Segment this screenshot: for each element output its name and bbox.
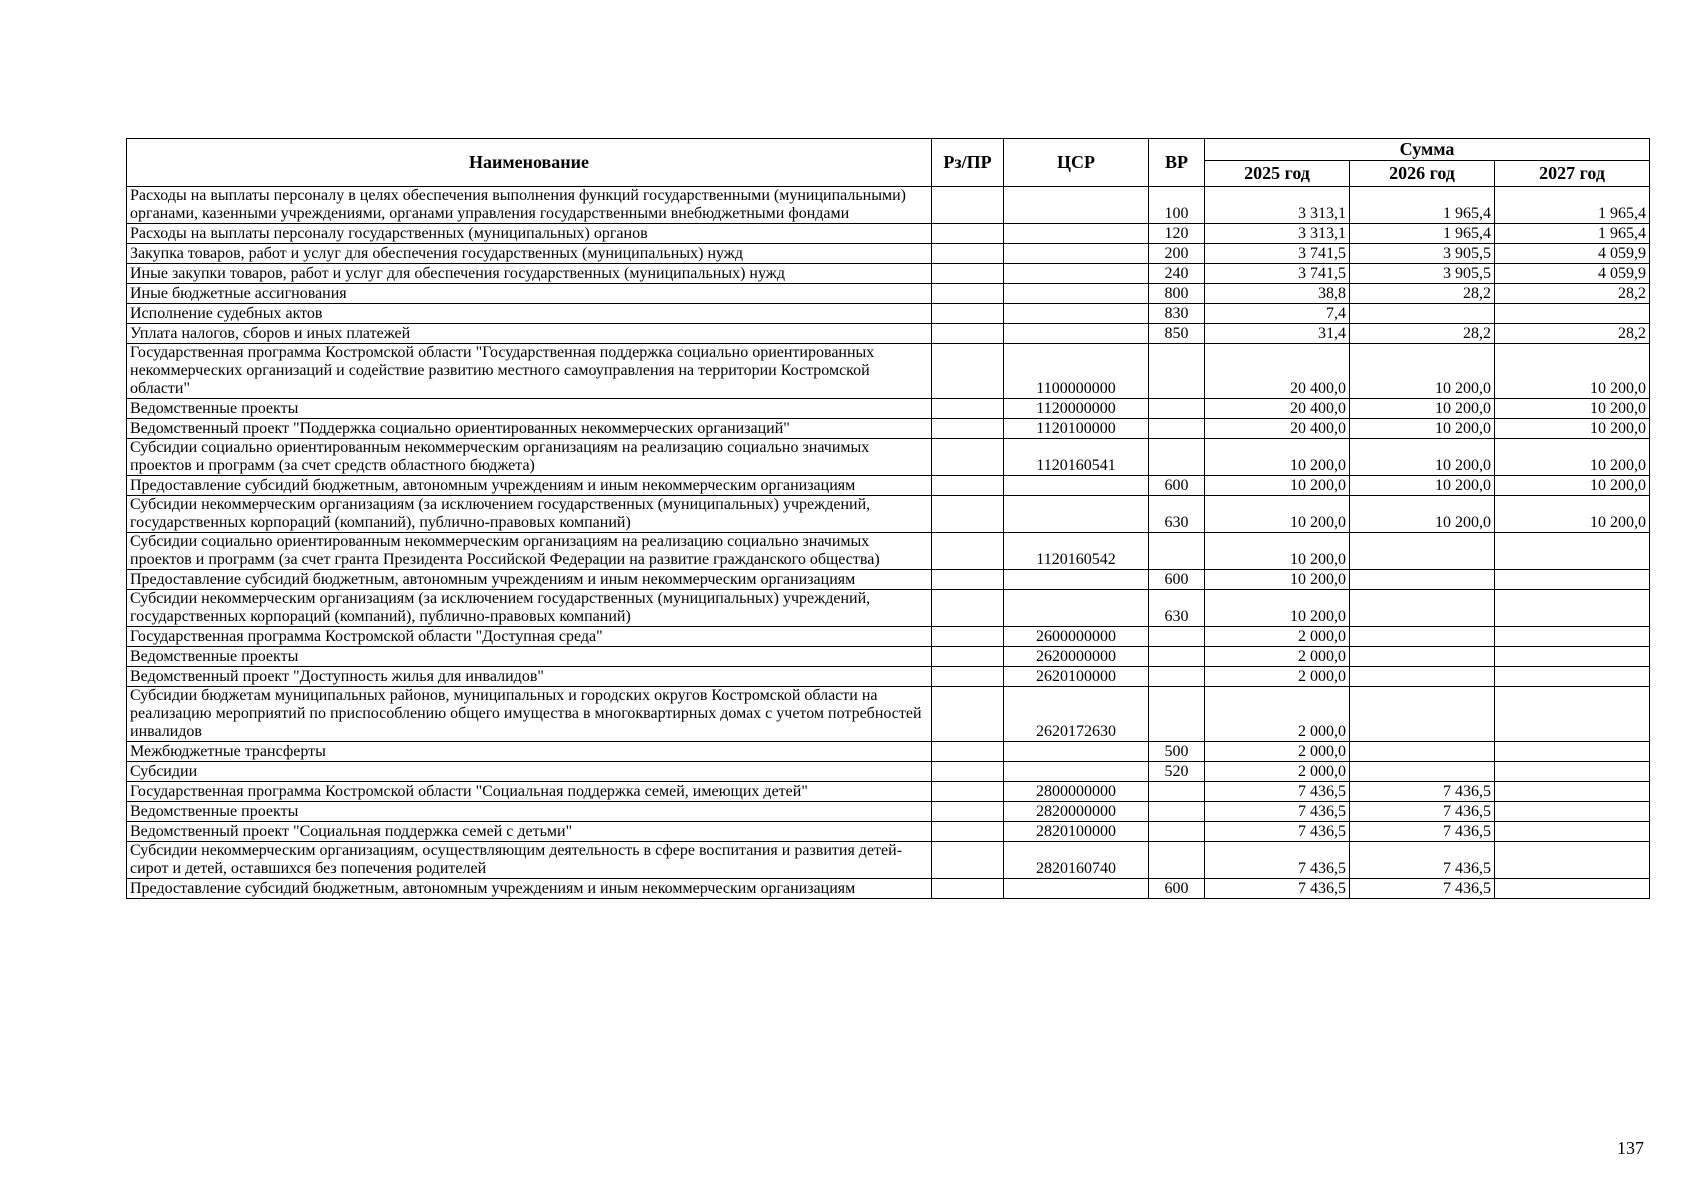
cell-name: Иные бюджетные ассигнования <box>127 284 932 304</box>
cell-vr <box>1149 842 1205 879</box>
cell-amount-2026 <box>1350 762 1495 782</box>
cell-vr <box>1149 399 1205 419</box>
table-row <box>127 667 1650 687</box>
table-row <box>127 627 1650 647</box>
cell-rzpr <box>932 344 1004 399</box>
cell-rzpr <box>932 782 1004 802</box>
cell-name: Субсидии бюджетам муниципальных районов, муниципальных и городских округов Костромской области на реализацию мероприятий по приспособлению общего имущества в многоквартирных домах с учетом потребностей инвалидов <box>127 687 932 742</box>
cell-name: Предоставление субсидий бюджетным, автономным учреждениям и иным некоммерческим организациям <box>127 879 932 899</box>
header-year-2027: 2027 год <box>1495 161 1650 187</box>
cell-rzpr <box>932 324 1004 344</box>
header-rzpr: Рз/ПР <box>932 139 1004 187</box>
cell-rzpr <box>932 224 1004 244</box>
table-row <box>127 399 1650 419</box>
cell-amount-2025: 2 000,0 <box>1205 627 1350 647</box>
cell-amount-2027: 28,2 <box>1495 324 1650 344</box>
cell-csr <box>1004 570 1149 590</box>
cell-amount-2026: 10 200,0 <box>1350 344 1495 399</box>
table-row <box>127 476 1650 496</box>
cell-amount-2025: 7 436,5 <box>1205 879 1350 899</box>
cell-vr: 850 <box>1149 324 1205 344</box>
cell-vr: 630 <box>1149 496 1205 533</box>
table-row <box>127 264 1650 284</box>
cell-amount-2026 <box>1350 627 1495 647</box>
header-csr: ЦСР <box>1004 139 1149 187</box>
cell-amount-2027 <box>1495 879 1650 899</box>
table-row <box>127 822 1650 842</box>
cell-vr: 600 <box>1149 476 1205 496</box>
cell-rzpr <box>932 533 1004 570</box>
cell-csr <box>1004 762 1149 782</box>
cell-amount-2025: 3 741,5 <box>1205 264 1350 284</box>
cell-csr <box>1004 879 1149 899</box>
cell-vr: 100 <box>1149 187 1205 224</box>
cell-amount-2025: 3 313,1 <box>1205 187 1350 224</box>
cell-csr: 2620000000 <box>1004 647 1149 667</box>
cell-vr: 240 <box>1149 264 1205 284</box>
cell-csr: 1100000000 <box>1004 344 1149 399</box>
table-row <box>127 762 1650 782</box>
cell-amount-2025: 10 200,0 <box>1205 533 1350 570</box>
cell-rzpr <box>932 476 1004 496</box>
cell-amount-2025: 10 200,0 <box>1205 476 1350 496</box>
cell-amount-2025: 20 400,0 <box>1205 344 1350 399</box>
cell-csr <box>1004 284 1149 304</box>
cell-name: Закупка товаров, работ и услуг для обеспечения государственных (муниципальных) нужд <box>127 244 932 264</box>
budget-table-container <box>126 138 1649 899</box>
cell-csr: 2600000000 <box>1004 627 1149 647</box>
table-row <box>127 842 1650 879</box>
cell-name: Государственная программа Костромской области "Доступная среда" <box>127 627 932 647</box>
cell-amount-2026: 7 436,5 <box>1350 822 1495 842</box>
cell-csr: 2620100000 <box>1004 667 1149 687</box>
cell-csr <box>1004 324 1149 344</box>
cell-amount-2027 <box>1495 590 1650 627</box>
cell-rzpr <box>932 667 1004 687</box>
cell-amount-2027: 4 059,9 <box>1495 264 1650 284</box>
cell-rzpr <box>932 802 1004 822</box>
table-row <box>127 187 1650 224</box>
cell-amount-2027 <box>1495 647 1650 667</box>
cell-amount-2025: 20 400,0 <box>1205 399 1350 419</box>
cell-name: Исполнение судебных актов <box>127 304 932 324</box>
cell-amount-2026: 7 436,5 <box>1350 842 1495 879</box>
cell-amount-2026: 7 436,5 <box>1350 879 1495 899</box>
table-row <box>127 496 1650 533</box>
header-sum: Сумма <box>1205 139 1650 161</box>
cell-vr <box>1149 533 1205 570</box>
cell-name: Субсидии социально ориентированным некоммерческим организациям на реализацию социально значимых проектов и программ (за счет средств областного бюджета) <box>127 439 932 476</box>
header-year-2025: 2025 год <box>1205 161 1350 187</box>
cell-amount-2026 <box>1350 533 1495 570</box>
cell-amount-2027 <box>1495 802 1650 822</box>
cell-name: Расходы на выплаты персоналу в целях обеспечения выполнения функций государственными (муниципальными) органами, казенными учреждениями, органами управления государственными внебюджетными фондами <box>127 187 932 224</box>
cell-amount-2025: 38,8 <box>1205 284 1350 304</box>
cell-amount-2027 <box>1495 304 1650 324</box>
cell-amount-2025: 31,4 <box>1205 324 1350 344</box>
cell-vr: 600 <box>1149 879 1205 899</box>
cell-vr: 200 <box>1149 244 1205 264</box>
cell-csr <box>1004 264 1149 284</box>
cell-amount-2025: 2 000,0 <box>1205 762 1350 782</box>
cell-rzpr <box>932 399 1004 419</box>
cell-rzpr <box>932 742 1004 762</box>
cell-vr <box>1149 822 1205 842</box>
cell-name: Ведомственный проект "Поддержка социально ориентированных некоммерческих организаций" <box>127 419 932 439</box>
cell-name: Субсидии некоммерческим организациям, осуществляющим деятельность в сфере воспитания и развития детей-сирот и детей, оставшихся без попечения родителей <box>127 842 932 879</box>
cell-amount-2026 <box>1350 647 1495 667</box>
cell-amount-2025: 2 000,0 <box>1205 742 1350 762</box>
cell-amount-2025: 7 436,5 <box>1205 782 1350 802</box>
cell-vr <box>1149 627 1205 647</box>
table-row <box>127 533 1650 570</box>
table-row <box>127 284 1650 304</box>
cell-rzpr <box>932 647 1004 667</box>
cell-amount-2027 <box>1495 627 1650 647</box>
cell-name: Ведомственный проект "Доступность жилья для инвалидов" <box>127 667 932 687</box>
cell-amount-2027: 1 965,4 <box>1495 224 1650 244</box>
cell-amount-2027: 4 059,9 <box>1495 244 1650 264</box>
cell-vr <box>1149 344 1205 399</box>
table-row <box>127 224 1650 244</box>
cell-amount-2026: 28,2 <box>1350 324 1495 344</box>
cell-name: Ведомственный проект "Социальная поддержка семей с детьми" <box>127 822 932 842</box>
cell-name: Иные закупки товаров, работ и услуг для обеспечения государственных (муниципальных) нужд <box>127 264 932 284</box>
cell-csr <box>1004 244 1149 264</box>
cell-vr: 600 <box>1149 570 1205 590</box>
cell-amount-2027: 10 200,0 <box>1495 399 1650 419</box>
cell-amount-2025: 7 436,5 <box>1205 822 1350 842</box>
cell-csr: 2820000000 <box>1004 802 1149 822</box>
cell-amount-2025: 20 400,0 <box>1205 419 1350 439</box>
cell-vr: 800 <box>1149 284 1205 304</box>
cell-amount-2025: 3 741,5 <box>1205 244 1350 264</box>
cell-amount-2027: 28,2 <box>1495 284 1650 304</box>
cell-amount-2027 <box>1495 782 1650 802</box>
cell-name: Субсидии некоммерческим организациям (за исключением государственных (муниципальных) учреждений, государственных корпораций (компаний), публично-правовых компаний) <box>127 496 932 533</box>
cell-amount-2026 <box>1350 667 1495 687</box>
cell-name: Ведомственные проекты <box>127 802 932 822</box>
cell-amount-2026 <box>1350 687 1495 742</box>
table-row <box>127 687 1650 742</box>
cell-csr <box>1004 496 1149 533</box>
table-row <box>127 304 1650 324</box>
cell-vr <box>1149 419 1205 439</box>
cell-csr: 1120160542 <box>1004 533 1149 570</box>
cell-rzpr <box>932 627 1004 647</box>
table-body <box>127 187 1650 899</box>
cell-amount-2027: 10 200,0 <box>1495 419 1650 439</box>
cell-amount-2026: 10 200,0 <box>1350 399 1495 419</box>
cell-csr <box>1004 187 1149 224</box>
cell-amount-2027 <box>1495 667 1650 687</box>
table-row <box>127 590 1650 627</box>
budget-table <box>126 138 1650 899</box>
cell-name: Государственная программа Костромской области "Государственная поддержка социально ориентированных некоммерческих организаций и содействие развитию местного самоуправления на территории Костромской области" <box>127 344 932 399</box>
cell-csr <box>1004 304 1149 324</box>
cell-amount-2027 <box>1495 570 1650 590</box>
cell-amount-2027: 10 200,0 <box>1495 476 1650 496</box>
cell-amount-2025: 7 436,5 <box>1205 842 1350 879</box>
cell-amount-2027: 1 965,4 <box>1495 187 1650 224</box>
cell-csr <box>1004 590 1149 627</box>
cell-amount-2027: 10 200,0 <box>1495 344 1650 399</box>
cell-vr <box>1149 439 1205 476</box>
cell-name: Ведомственные проекты <box>127 399 932 419</box>
table-row <box>127 570 1650 590</box>
cell-rzpr <box>932 879 1004 899</box>
cell-name: Расходы на выплаты персоналу государственных (муниципальных) органов <box>127 224 932 244</box>
cell-name: Ведомственные проекты <box>127 647 932 667</box>
cell-amount-2025: 7,4 <box>1205 304 1350 324</box>
cell-amount-2025: 10 200,0 <box>1205 496 1350 533</box>
cell-name: Межбюджетные трансферты <box>127 742 932 762</box>
header-vr: ВР <box>1149 139 1205 187</box>
cell-amount-2026: 10 200,0 <box>1350 476 1495 496</box>
cell-csr: 1120100000 <box>1004 419 1149 439</box>
cell-amount-2027 <box>1495 533 1650 570</box>
cell-amount-2026: 1 965,4 <box>1350 224 1495 244</box>
table-row <box>127 879 1650 899</box>
cell-amount-2026 <box>1350 590 1495 627</box>
cell-rzpr <box>932 244 1004 264</box>
cell-vr <box>1149 647 1205 667</box>
table-row <box>127 782 1650 802</box>
cell-rzpr <box>932 496 1004 533</box>
table-row <box>127 419 1650 439</box>
cell-vr <box>1149 687 1205 742</box>
cell-amount-2026: 7 436,5 <box>1350 802 1495 822</box>
cell-name: Субсидии социально ориентированным некоммерческим организациям на реализацию социально значимых проектов и программ (за счет гранта Президента Российской Федерации на развитие гражданского общества) <box>127 533 932 570</box>
cell-rzpr <box>932 264 1004 284</box>
cell-amount-2026: 3 905,5 <box>1350 264 1495 284</box>
cell-amount-2027: 10 200,0 <box>1495 439 1650 476</box>
cell-vr: 520 <box>1149 762 1205 782</box>
cell-amount-2026: 3 905,5 <box>1350 244 1495 264</box>
cell-vr: 500 <box>1149 742 1205 762</box>
table-row <box>127 647 1650 667</box>
cell-rzpr <box>932 419 1004 439</box>
cell-csr: 2800000000 <box>1004 782 1149 802</box>
table-row <box>127 324 1650 344</box>
cell-csr <box>1004 224 1149 244</box>
cell-rzpr <box>932 842 1004 879</box>
table-row <box>127 439 1650 476</box>
cell-vr: 830 <box>1149 304 1205 324</box>
cell-amount-2026 <box>1350 742 1495 762</box>
table-row <box>127 244 1650 264</box>
cell-csr <box>1004 742 1149 762</box>
cell-amount-2025: 3 313,1 <box>1205 224 1350 244</box>
cell-csr <box>1004 476 1149 496</box>
cell-amount-2027 <box>1495 742 1650 762</box>
cell-name: Предоставление субсидий бюджетным, автономным учреждениям и иным некоммерческим организациям <box>127 570 932 590</box>
cell-rzpr <box>932 304 1004 324</box>
table-row <box>127 802 1650 822</box>
cell-name: Субсидии <box>127 762 932 782</box>
cell-amount-2026 <box>1350 304 1495 324</box>
cell-vr: 630 <box>1149 590 1205 627</box>
cell-rzpr <box>932 187 1004 224</box>
cell-amount-2025: 7 436,5 <box>1205 802 1350 822</box>
cell-amount-2027: 10 200,0 <box>1495 496 1650 533</box>
cell-amount-2025: 10 200,0 <box>1205 570 1350 590</box>
cell-amount-2026 <box>1350 570 1495 590</box>
cell-csr: 1120000000 <box>1004 399 1149 419</box>
cell-vr <box>1149 782 1205 802</box>
cell-vr <box>1149 667 1205 687</box>
cell-amount-2026: 1 965,4 <box>1350 187 1495 224</box>
cell-amount-2026: 7 436,5 <box>1350 782 1495 802</box>
cell-amount-2027 <box>1495 687 1650 742</box>
cell-rzpr <box>932 284 1004 304</box>
cell-rzpr <box>932 570 1004 590</box>
cell-vr <box>1149 802 1205 822</box>
cell-name: Уплата налогов, сборов и иных платежей <box>127 324 932 344</box>
cell-amount-2025: 2 000,0 <box>1205 647 1350 667</box>
table-row <box>127 344 1650 399</box>
table-row <box>127 742 1650 762</box>
cell-csr: 2620172630 <box>1004 687 1149 742</box>
cell-rzpr <box>932 439 1004 476</box>
cell-amount-2027 <box>1495 822 1650 842</box>
cell-amount-2025: 2 000,0 <box>1205 687 1350 742</box>
cell-vr: 120 <box>1149 224 1205 244</box>
cell-amount-2027 <box>1495 842 1650 879</box>
cell-amount-2026: 10 200,0 <box>1350 496 1495 533</box>
cell-csr: 2820100000 <box>1004 822 1149 842</box>
cell-name: Субсидии некоммерческим организациям (за исключением государственных (муниципальных) учреждений, государственных корпораций (компаний), публично-правовых компаний) <box>127 590 932 627</box>
cell-rzpr <box>932 687 1004 742</box>
cell-amount-2026: 10 200,0 <box>1350 439 1495 476</box>
cell-rzpr <box>932 822 1004 842</box>
cell-csr: 1120160541 <box>1004 439 1149 476</box>
cell-rzpr <box>932 590 1004 627</box>
header-year-2026: 2026 год <box>1350 161 1495 187</box>
cell-rzpr <box>932 762 1004 782</box>
cell-amount-2026: 10 200,0 <box>1350 419 1495 439</box>
cell-csr: 2820160740 <box>1004 842 1149 879</box>
cell-amount-2027 <box>1495 762 1650 782</box>
cell-name: Предоставление субсидий бюджетным, автономным учреждениям и иным некоммерческим организациям <box>127 476 932 496</box>
cell-amount-2025: 10 200,0 <box>1205 439 1350 476</box>
cell-name: Государственная программа Костромской области "Социальная поддержка семей, имеющих детей" <box>127 782 932 802</box>
page-number: 137 <box>1617 1138 1644 1158</box>
cell-amount-2025: 10 200,0 <box>1205 590 1350 627</box>
cell-amount-2025: 2 000,0 <box>1205 667 1350 687</box>
header-name: Наименование <box>127 139 932 187</box>
cell-amount-2026: 28,2 <box>1350 284 1495 304</box>
